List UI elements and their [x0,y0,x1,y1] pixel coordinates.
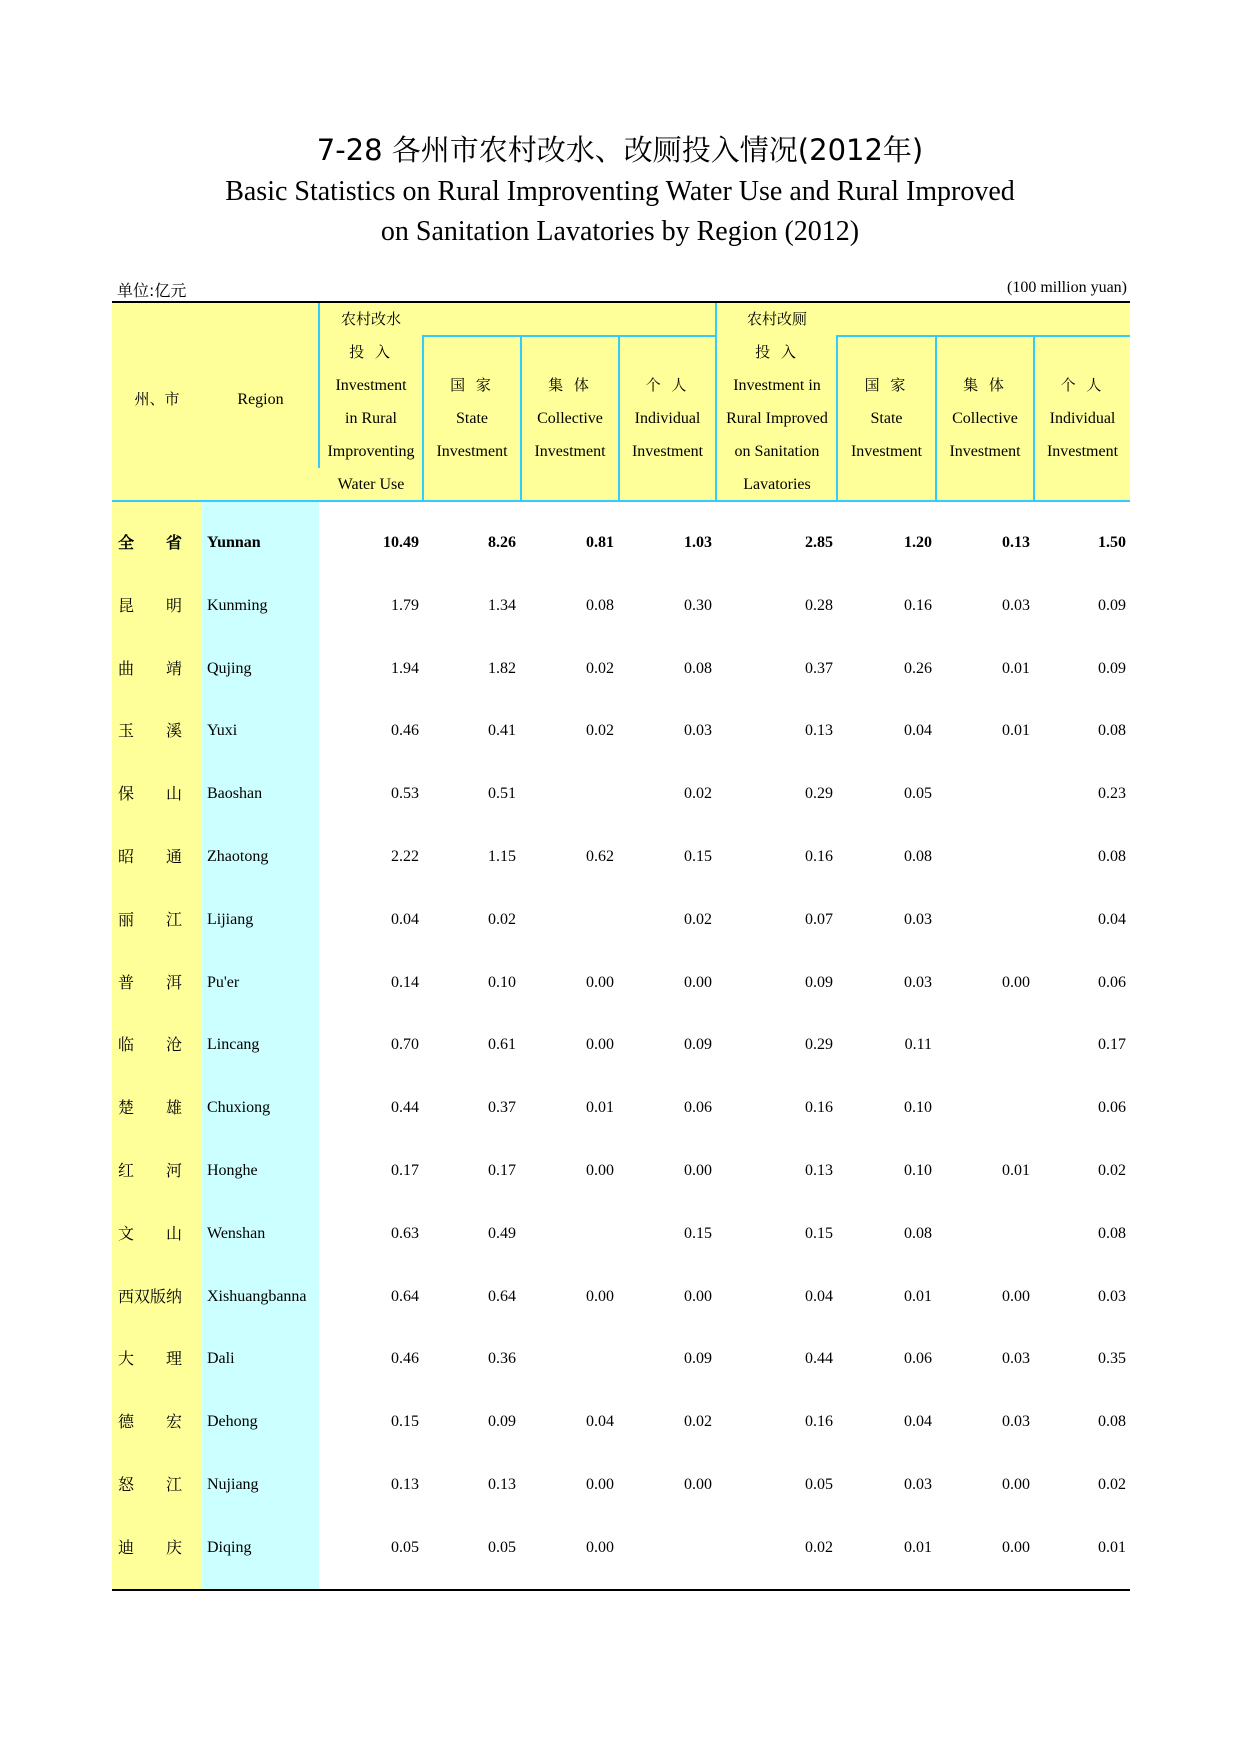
value-cell: 0.05 [488,1538,516,1556]
value-cell: 0.15 [684,1224,712,1242]
table-row [112,1516,1130,1579]
value-cell: 0.15 [805,1224,833,1242]
header-sanit-state-cn: 国 家 [864,376,909,394]
region-name-en: Xishuangbanna [207,1287,307,1305]
region-name-en: Lincang [207,1036,260,1054]
region-name-en: Dehong [207,1413,258,1431]
value-cell: 0.53 [391,785,419,803]
region-name-en: Wenshan [207,1224,266,1242]
table-header [112,301,1130,502]
header-sanit-invest-cn: 投 入 [755,343,799,361]
value-cell: 0.62 [586,848,614,865]
header-sanit-invest-en-3: on Sanitation [734,443,820,460]
region-name-en: Dali [207,1350,235,1368]
value-cell: 0.03 [1002,1413,1030,1431]
value-cell: 0.63 [391,1224,419,1242]
value-cell: 0.00 [1002,1287,1030,1305]
table-row [112,1390,1130,1453]
value-cell: 0.01 [904,1287,932,1305]
region-name-cn: 曲 靖 [118,658,182,678]
region-name-en: Honghe [207,1162,258,1179]
header-sanit-invest-en-4: Lavatories [743,476,811,493]
value-cell: 0.49 [488,1224,516,1242]
value-cell: 0.01 [1002,659,1030,677]
value-cell: 0.29 [805,1036,833,1054]
value-cell: 0.02 [684,785,712,803]
value-cell: 0.03 [1098,1287,1126,1305]
value-cell: 1.03 [684,534,712,551]
value-cell: 0.10 [904,1099,932,1117]
value-cell: 0.10 [904,1162,932,1179]
value-cell: 0.01 [1002,1162,1030,1179]
value-cell: 0.02 [586,722,614,740]
statistics-table [112,301,1130,1591]
value-cell: 0.00 [1002,1538,1030,1556]
value-cell: 0.37 [488,1099,516,1117]
region-name-en: Pu'er [207,973,240,991]
region-name-cn: 大 理 [118,1349,182,1369]
value-cell: 0.36 [488,1350,516,1368]
header-water-invest-en-4: Water Use [337,476,405,493]
value-cell: 0.03 [1002,1350,1030,1368]
value-cell: 0.09 [805,973,833,991]
value-cell: 0.46 [391,1350,419,1368]
value-cell: 0.08 [684,659,712,677]
value-cell: 0.00 [586,1476,614,1493]
value-cell: 0.08 [904,848,932,865]
value-cell: 0.70 [391,1036,419,1054]
value-cell: 0.61 [488,1036,516,1054]
header-sanit-invest-en-1: Investment in [733,377,821,394]
header-sanit-collective-en-2: Investment [949,443,1021,460]
value-cell: 0.01 [1002,722,1030,740]
value-cell: 0.02 [684,910,712,928]
region-name-cn: 怒 江 [118,1475,182,1494]
value-cell: 0.00 [586,1538,614,1556]
value-cell: 0.08 [1098,722,1126,740]
header-sanit-individual-en-2: Investment [1046,443,1119,460]
value-cell: 0.00 [586,973,614,991]
value-cell: 0.07 [805,910,833,928]
value-cell: 8.26 [488,534,516,551]
value-cell: 0.05 [391,1538,419,1556]
unit-label-en: (100 million yuan) [1007,279,1127,296]
value-cell: 0.29 [805,785,833,803]
value-cell: 0.35 [1098,1350,1126,1368]
value-cell: 0.04 [805,1287,833,1305]
value-cell: 0.04 [1098,910,1126,928]
region-name-cn: 迪 庆 [118,1537,182,1557]
value-cell: 0.16 [805,848,833,865]
table-row [112,1202,1130,1265]
header-water-invest-en-1: Investment [335,377,407,394]
value-cell: 0.06 [904,1350,932,1368]
page-title-en-line2: on Sanitation Lavatories by Region (2012) [380,216,860,247]
table-row [112,1013,1130,1076]
region-name-en: Baoshan [207,785,263,803]
value-cell: 0.03 [1002,596,1030,614]
value-cell: 0.00 [1002,1476,1030,1493]
table-row [112,699,1130,762]
value-cell: 0.09 [684,1036,712,1054]
value-cell: 0.02 [805,1538,833,1556]
value-cell: 0.00 [1002,973,1030,991]
value-cell: 0.23 [1098,785,1126,803]
value-cell: 0.08 [1098,848,1126,865]
value-cell: 0.00 [684,1287,712,1305]
value-cell: 0.15 [391,1413,419,1431]
region-name-cn: 文 山 [118,1223,182,1243]
region-name-cn: 德 宏 [118,1412,182,1432]
value-cell: 0.00 [684,973,712,991]
table-row [112,574,1130,637]
value-cell: 0.64 [488,1287,516,1305]
value-cell: 0.02 [1098,1162,1126,1179]
value-cell: 0.16 [805,1099,833,1117]
value-cell: 0.00 [684,1476,712,1493]
value-cell: 1.79 [391,596,419,614]
value-cell: 1.20 [904,534,932,551]
value-cell: 0.09 [1098,659,1126,677]
region-name-cn: 红 河 [118,1161,182,1180]
value-cell: 0.17 [1098,1036,1126,1054]
value-cell: 0.00 [684,1162,712,1179]
page-title-en-line1: Basic Statistics on Rural Improventing Water Use and Rural Improved [225,176,1015,207]
value-cell: 0.05 [904,785,932,803]
value-cell: 0.03 [684,722,712,740]
table-bottom-rule [112,1589,1130,1591]
value-cell: 0.17 [488,1162,516,1179]
value-cell: 0.17 [391,1162,419,1179]
unit-label-cn: 单位:亿元 [117,281,187,300]
header-water-collective-en-2: Investment [534,443,606,460]
value-cell: 0.16 [904,596,932,614]
value-cell: 0.08 [1098,1413,1126,1431]
region-name-en: Zhaotong [207,848,269,865]
table-row [112,825,1130,888]
value-cell: 0.08 [904,1224,932,1242]
region-name-en: Qujing [207,659,252,677]
value-cell: 0.28 [805,596,833,614]
header-water-invest-en-2: in Rural [345,410,397,427]
value-cell: 1.94 [391,659,419,677]
value-cell: 0.44 [391,1099,419,1117]
value-cell: 0.01 [586,1099,614,1117]
value-cell: 0.08 [1098,1224,1126,1242]
value-cell: 0.13 [805,722,833,740]
table-row-total [112,511,1130,574]
table-row [112,1453,1130,1516]
header-region-cn: 州、市 [134,390,180,408]
header-water-individual-en-1: Individual [634,410,701,427]
value-cell: 0.26 [904,659,932,677]
header-water-collective-cn: 集 体 [548,376,592,394]
value-cell: 0.13 [1002,534,1030,551]
header-sanit-state-en-2: Investment [850,443,923,460]
value-cell: 0.02 [1098,1476,1126,1493]
value-cell: 0.37 [805,659,833,677]
value-cell: 0.02 [684,1413,712,1431]
value-cell: 0.01 [1098,1538,1126,1556]
table-row [112,1265,1130,1328]
table-row [112,1139,1130,1202]
value-cell: 0.06 [1098,1099,1126,1117]
table-row [112,888,1130,951]
value-cell: 0.09 [488,1413,516,1431]
value-cell: 0.03 [904,1476,932,1493]
header-water-invest-en-3: Improventing [327,443,415,460]
header-region-en: Region [237,391,284,408]
header-water-invest-cn: 投 入 [349,343,393,361]
region-name-en: Lijiang [207,910,254,928]
value-cell: 0.04 [391,910,419,928]
region-name-cn: 楚 雄 [118,1098,182,1118]
value-cell: 0.00 [586,1036,614,1054]
header-water-individual-cn: 个 人 [645,376,690,394]
region-name-cn: 普 洱 [118,972,182,992]
header-sanit-individual-cn: 个 人 [1060,376,1105,394]
value-cell: 0.16 [805,1413,833,1431]
value-cell: 0.04 [904,1413,932,1431]
region-name-cn: 保 山 [118,784,182,804]
value-cell: 10.49 [383,534,419,551]
value-cell: 0.10 [488,973,516,991]
value-cell: 0.81 [586,534,614,551]
header-sanit-individual-en-1: Individual [1049,410,1116,427]
value-cell: 0.14 [391,973,419,991]
value-cell: 0.06 [1098,973,1126,991]
value-cell: 0.09 [1098,596,1126,614]
value-cell: 0.46 [391,722,419,740]
header-sanit-collective-en-1: Collective [952,410,1018,427]
table-row [112,637,1130,700]
value-cell: 0.41 [488,722,516,740]
region-name-en: Kunming [207,596,268,614]
table-row [112,1076,1130,1139]
header-water-state-en-1: State [456,410,488,427]
value-cell: 0.04 [586,1413,614,1431]
value-cell: 0.13 [805,1162,833,1179]
value-cell: 0.08 [586,596,614,614]
value-cell: 0.44 [805,1350,833,1368]
value-cell: 0.00 [586,1287,614,1305]
page-title-cn: 7-28 各州市农村改水、改厕投入情况(2012年) [316,133,924,167]
header-sanit-collective-cn: 集 体 [963,376,1007,394]
region-name-en: Nujiang [207,1476,259,1493]
value-cell: 0.01 [904,1538,932,1556]
value-cell: 0.04 [904,722,932,740]
value-cell: 0.02 [586,659,614,677]
value-cell: 1.34 [488,596,516,614]
region-name-en: Yuxi [207,722,238,740]
value-cell: 0.03 [904,910,932,928]
region-name-cn: 临 沧 [118,1035,182,1055]
table-row [112,1327,1130,1390]
region-name-cn: 昆 明 [118,595,182,615]
value-cell: 2.22 [391,848,419,865]
value-cell: 0.51 [488,785,516,803]
header-water-individual-en-2: Investment [631,443,704,460]
region-name-cn: 西双版纳 [118,1286,183,1306]
value-cell: 0.15 [684,848,712,865]
value-cell: 2.85 [805,534,833,551]
value-cell: 0.30 [684,596,712,614]
header-sanit-state-en-1: State [870,410,903,427]
region-name-cn: 丽 江 [118,909,182,929]
value-cell: 1.82 [488,659,516,677]
header-water-collective-en-1: Collective [537,410,603,427]
region-name-en: Yunnan [207,534,261,551]
value-cell: 0.06 [684,1099,712,1117]
value-cell: 0.64 [391,1287,419,1305]
region-name-en: Chuxiong [207,1099,271,1117]
value-cell: 0.13 [391,1476,419,1493]
value-cell: 0.11 [904,1036,932,1054]
value-cell: 1.50 [1098,534,1126,551]
region-name-cn: 玉 溪 [118,721,182,741]
region-name-cn: 全 省 [118,533,182,552]
table-row [112,951,1130,1014]
value-cell: 0.03 [904,973,932,991]
region-name-en: Diqing [207,1538,252,1556]
value-cell: 0.02 [488,910,516,928]
header-water-group-cn: 农村改水 [340,310,401,328]
value-cell: 1.15 [488,848,516,865]
header-sanit-invest-en-2: Rural Improved [726,410,828,427]
value-cell: 0.13 [488,1476,516,1493]
header-water-state-en-2: Investment [436,443,508,460]
value-cell: 0.05 [805,1476,833,1493]
table-row [112,762,1130,825]
header-sanit-group-cn: 农村改厕 [746,310,807,328]
value-cell: 0.09 [684,1350,712,1368]
region-name-cn: 昭 通 [118,847,182,866]
header-water-state-cn: 国 家 [450,376,494,394]
value-cell: 0.00 [586,1162,614,1179]
